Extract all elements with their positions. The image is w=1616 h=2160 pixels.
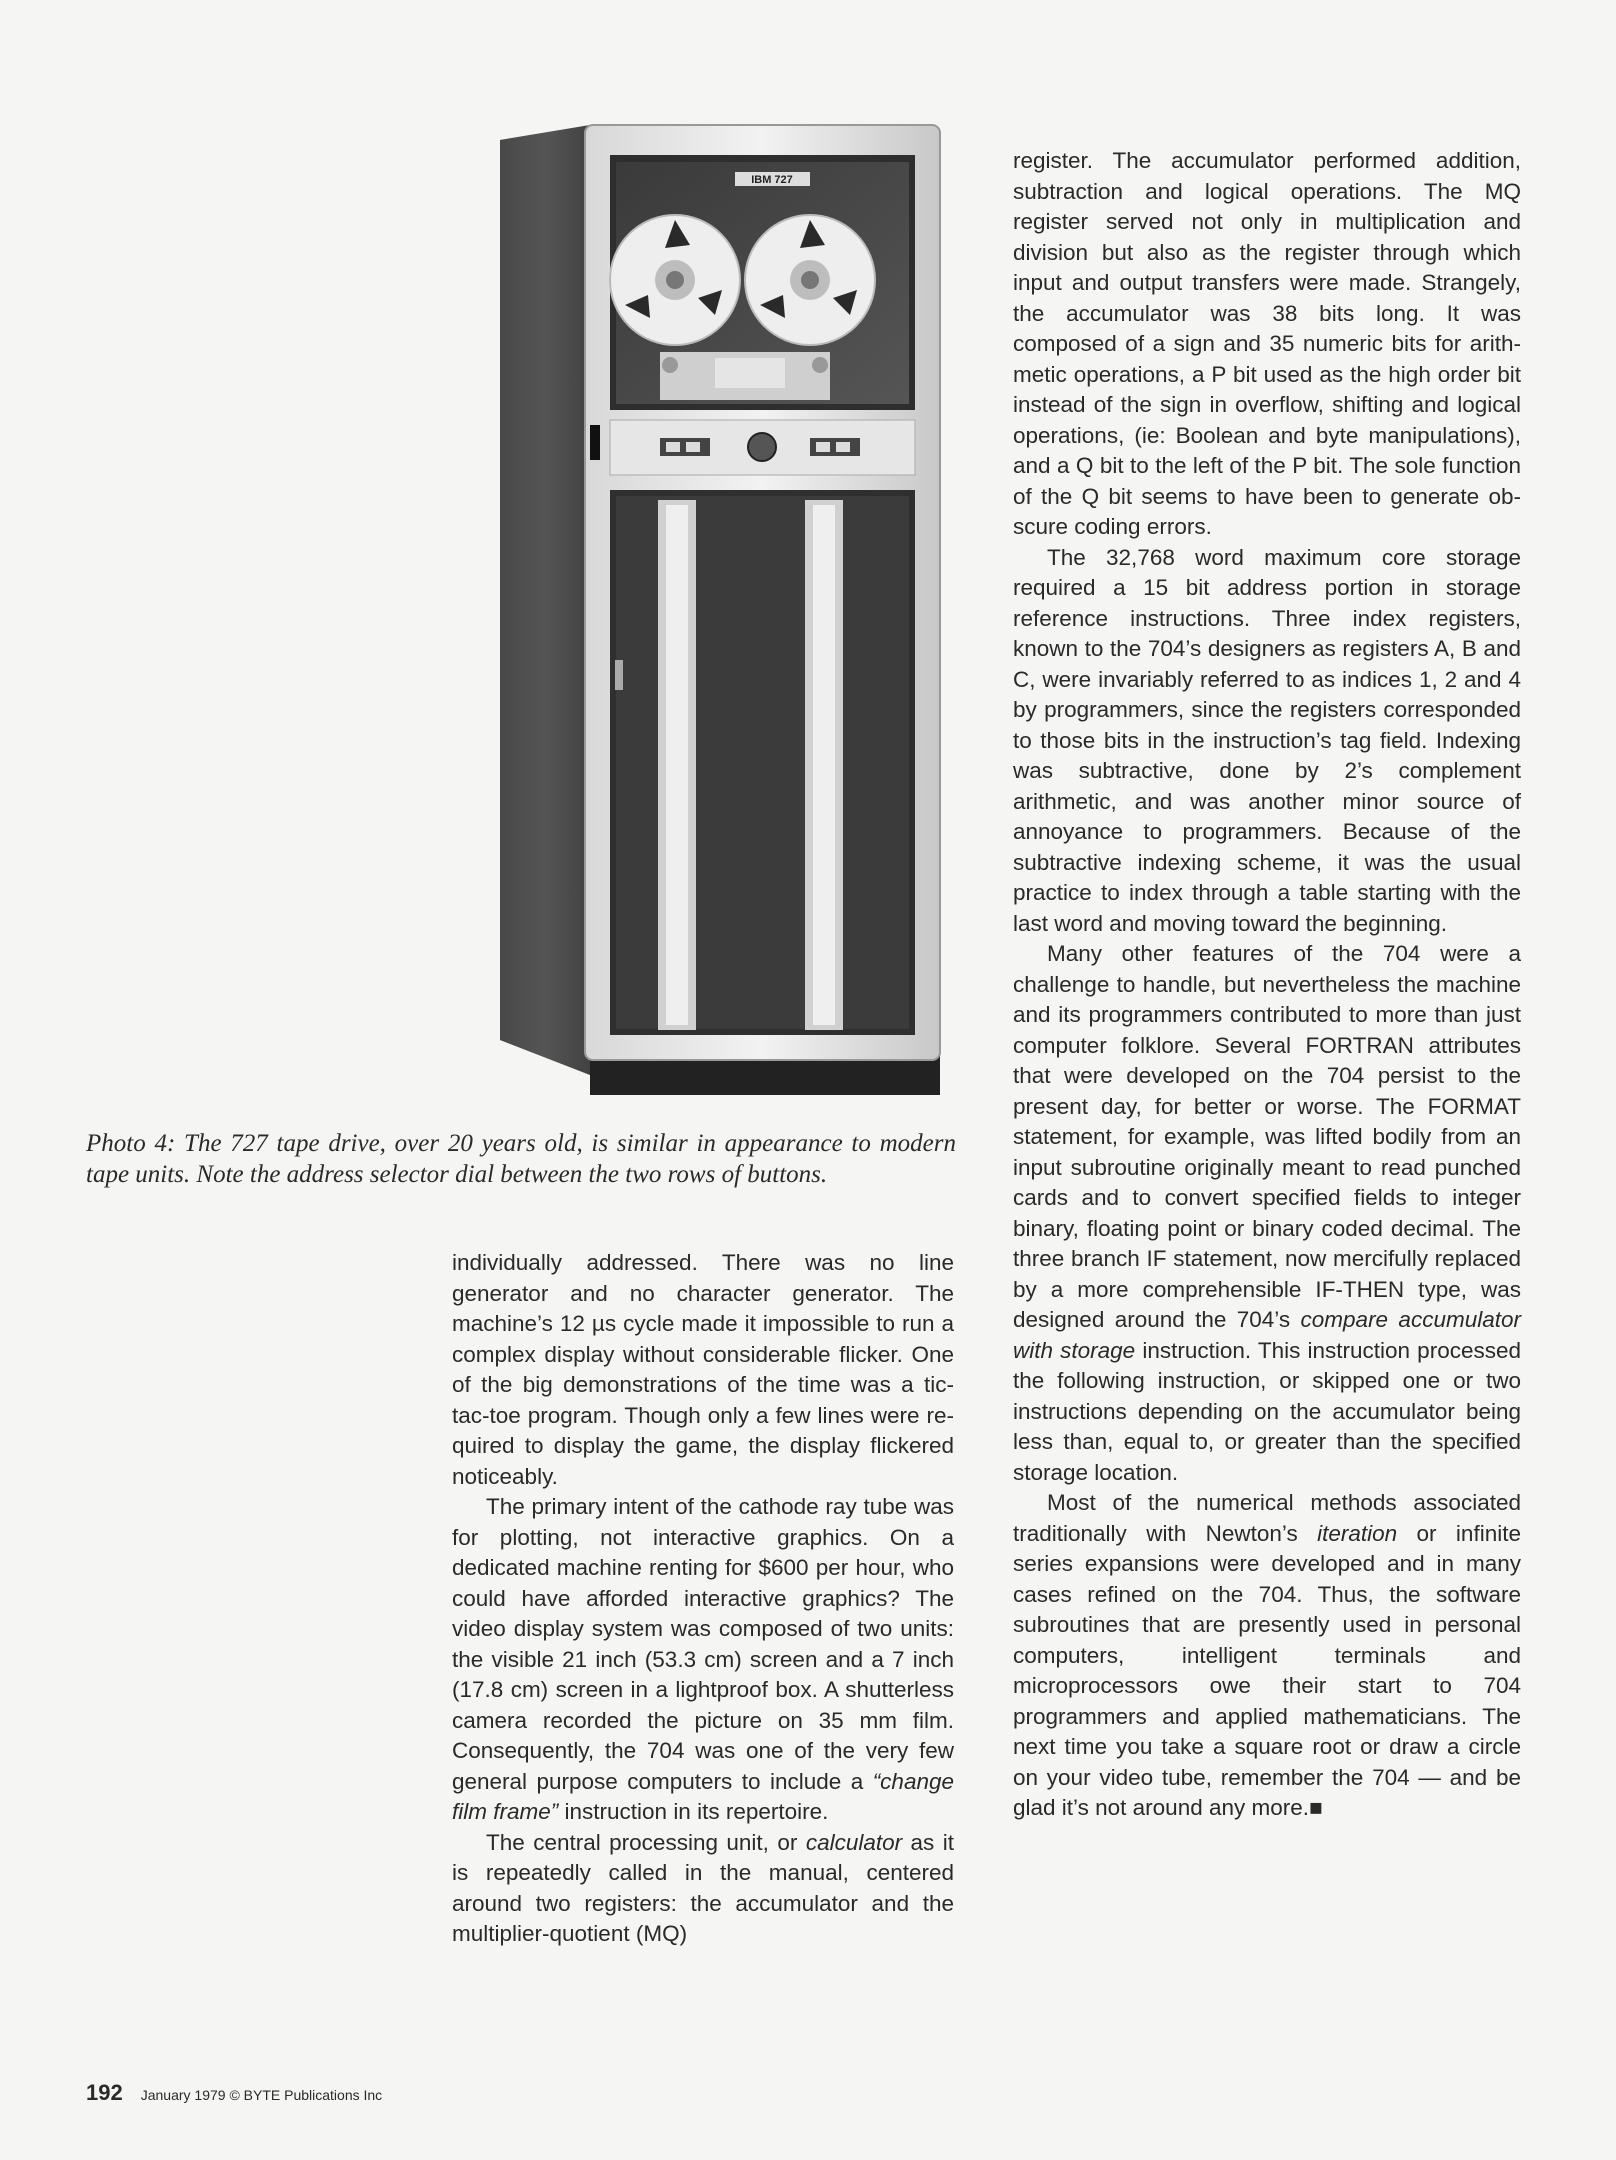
photo-label: IBM 727 (751, 174, 793, 186)
paragraph: Many other features of the 704 were a challenge to handle, but nevertheless the machine and its programmers contributed to more than just computer folklore. Several FORTRAN attributes that were developed on the 704 persist to the present day, for better or worse. The FORMAT statement, for example, was lifted bodily from an input subroutine originally meant to read punched cards and to convert specified fields to integer binary, floating point or binary coded decimal. The three branch IF statement, now mercifully replaced by a more comprehensible IF-THEN type, was designed around the 704’s compare accumulator with storage instruction. This instruction processed the following instruction, or skipped one or two instructions depending on the accumulator being less than, equal to, or greater than the specified storage location. (1013, 941, 1521, 1485)
photo-caption: Photo 4: The 727 tape drive, over 20 years old, is similar in appearance to modern tape units. Note the address selector dial between the two rows of buttons. (86, 1130, 956, 1188)
paragraph: The primary intent of the cathode ray tube was for plotting, not interactive graphics. On a dedicated machine renting for $600 per hour, who could have afforded interactive graphics? The video display system was composed of two units: the visible 21 inch (53.3 cm) screen and a 7 inch (17.8 cm) screen in a lightproof box. A shutterless camera recorded the picture on 35 mm film. Consequently, the 704 was one of the very few general purpose computers to include a “change film frame” instruction in its repertoire. (452, 1494, 954, 1824)
issue-line: January 1979 © BYTE Publications Inc (140, 2087, 383, 2103)
end-mark: ■ (1309, 1795, 1323, 1820)
article-column-middle (452, 1248, 954, 1950)
paragraph: individually addressed. There was no line generator and no character generator. The machine’s 12 µs cycle made it impossible to run a complex display without considerable flicker. One of the big demonstrations of the time was a tic-tac-toe program. Though only a few lines were required to display the game, the display flickered noticeably. (452, 1250, 954, 1489)
paragraph: register. The accumulator performed addition, subtraction and logical operations. The MQ register served not only in multiplication and division but also as the register through which input and output transfers were made. Strangely, the accumulator was 38 bits long. It was composed of a sign and 35 numeric bits for arithmetic operations, a P bit used as the high order bit instead of the sign in overflow, shifting and logical operations, (ie: Boolean and byte manipulations), and a Q bit to the left of the P bit. The sole function of the Q bit seems to have been to generate obscure coding errors. (1013, 148, 1521, 539)
left-reel (610, 215, 740, 345)
article-column-right (1013, 146, 1521, 1824)
paragraph: The central processing unit, or calculator as it is repeatedly called in the manual, centered around two registers: the accumulator and the multiplier-quotient (MQ) (452, 1829, 954, 1946)
paragraph: Most of the numerical methods associated traditionally with Newton’s iteration or infinite series expansions were developed and in many cases refined on the 704. Thus, the software subroutines that are presently used in personal computers, intelligent terminals and microprocessors owe their start to 704 programmers and applied mathematicians. The next time you take a square root or draw a circle on your video tube, remember the 704 — and be glad it’s not around any more.■ (1013, 1490, 1521, 1820)
paragraph: The 32,768 word maximum core storage required a 15 bit address portion in storage reference instructions. Three index registers, known to the 704’s designers as registers A, B and C, were invariably referred to as indices 1, 2 and 4 by programmers, since the registers corresponded to those bits in the instruction’s tag field. Indexing was subtractive, done by 2’s complement arithmetic, and was another minor source of annoyance to programmers. Because of the subtractive indexing scheme, it was the usual practice to index through a table starting with the last word and moving toward the beginning. (1013, 544, 1521, 936)
right-reel (745, 215, 875, 345)
page-number: 192 (86, 2080, 123, 2105)
tape-drive-photo (490, 120, 950, 1100)
page-footer (86, 2080, 382, 2106)
address-selector-dial (748, 433, 776, 461)
